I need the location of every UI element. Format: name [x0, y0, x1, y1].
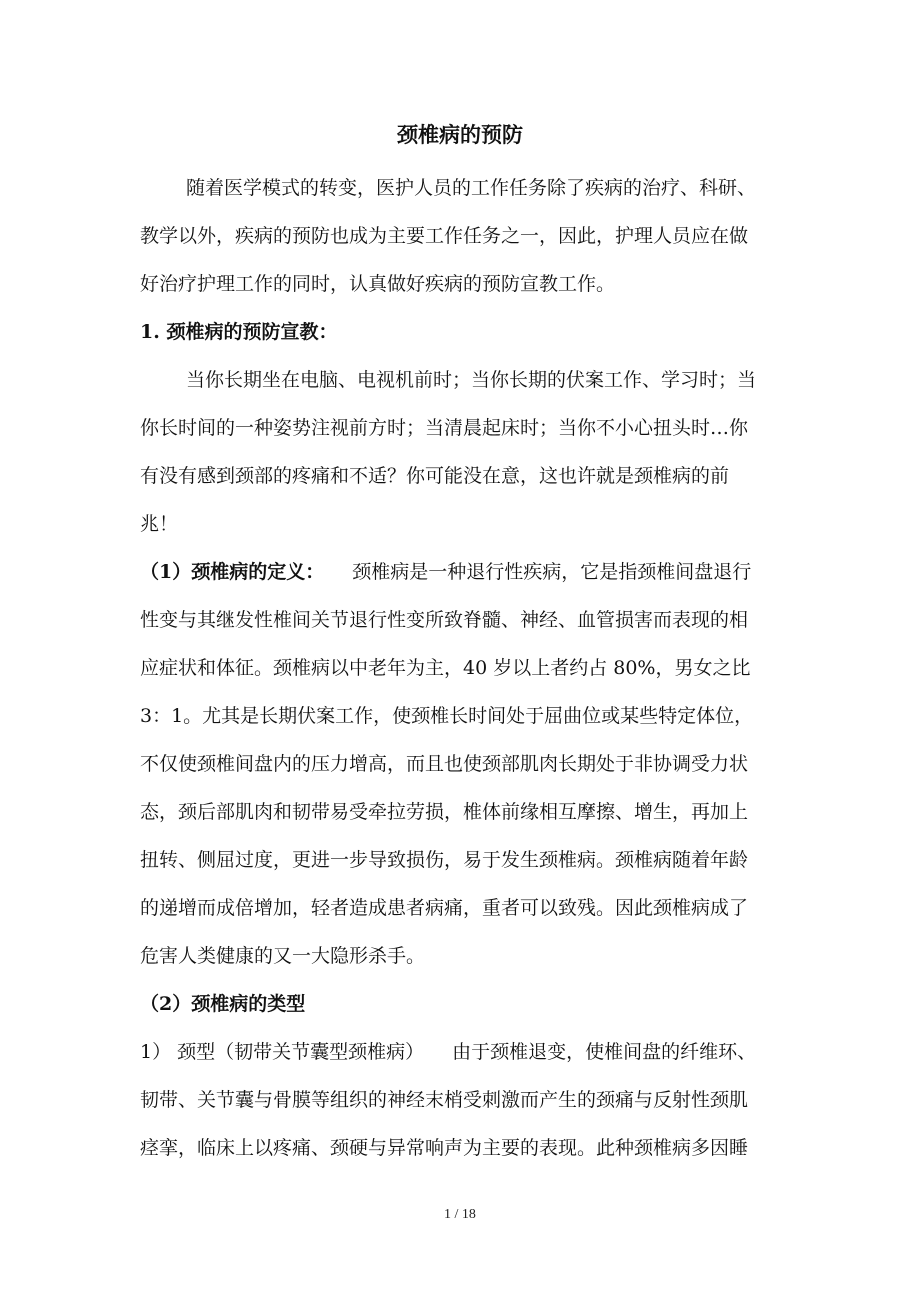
definition-line: 态，颈后部肌肉和韧带易受牵拉劳损，椎体前缘相互摩擦、增生，再加上 [140, 801, 749, 823]
definition-line: 性变与其继发性椎间关节退行性变所致脊髓、神经、血管损害而表现的相 [140, 609, 749, 631]
type1-first-line [140, 1035, 790, 1069]
type1-line: 痉挛，临床上以疼痛、颈硬与异常响声为主要的表现。此种颈椎病多因睡 [140, 1137, 749, 1159]
section-heading: 1. 颈椎病的预防宣教： [140, 321, 338, 343]
section-paragraph-line: 当你长期坐在电脑、电视机前时；当你长期的伏案工作、学习时；当 [186, 369, 757, 391]
type1-text: 由于颈椎退变，使椎间盘的纤维环、 [452, 1041, 757, 1063]
definition-line: 危害人类健康的又一大隐形杀手。 [140, 945, 426, 967]
page-number: 1 / 18 [444, 1207, 476, 1222]
definition-line: 不仅使颈椎间盘内的压力增高，而且也使颈部肌肉长期处于非协调受力状 [140, 753, 749, 775]
type1-label: 1） 颈型（韧带关节囊型颈椎病） [140, 1041, 425, 1063]
definition-text: 颈椎病是一种退行性疾病，它是指颈椎间盘退行 [352, 561, 752, 583]
section-paragraph-line: 你长时间的一种姿势注视前方时；当清晨起床时；当你不小心扭头时…你 [140, 417, 749, 439]
definition-line: 3：1。尤其是长期伏案工作，使颈椎长时间处于屈曲位或某些特定体位， [140, 705, 754, 727]
section-paragraph-line: 有没有感到颈部的疼痛和不适？你可能没在意，这也许就是颈椎病的前 [140, 465, 730, 487]
types-heading: （2）颈椎病的类型 [140, 993, 306, 1015]
intro-line: 随着医学模式的转变，医护人员的工作任务除了疾病的治疗、科研、 [186, 177, 757, 199]
document-title: 颈椎病的预防 [397, 122, 523, 147]
definition-line: 扭转、侧屈过度，更进一步导致损伤，易于发生颈椎病。颈椎病随着年龄 [140, 849, 749, 871]
definition-label: （1）颈椎病的定义： [140, 561, 325, 583]
definition-line: 应症状和体征。颈椎病以中老年为主，40 岁以上者约占 80%，男女之比 [140, 657, 751, 679]
section-paragraph-line: 兆！ [140, 513, 179, 535]
intro-line: 教学以外，疾病的预防也成为主要工作任务之一，因此，护理人员应在做 [140, 225, 749, 247]
intro-line: 好治疗护理工作的同时，认真做好疾病的预防宣教工作。 [140, 273, 616, 295]
definition-line: 的递增而成倍增加，轻者造成患者病痛，重者可以致残。因此颈椎病成了 [140, 897, 749, 919]
definition-first-line [140, 555, 790, 589]
type1-line: 韧带、关节囊与骨膜等组织的神经末梢受刺激而产生的颈痛与反射性颈肌 [140, 1089, 749, 1111]
